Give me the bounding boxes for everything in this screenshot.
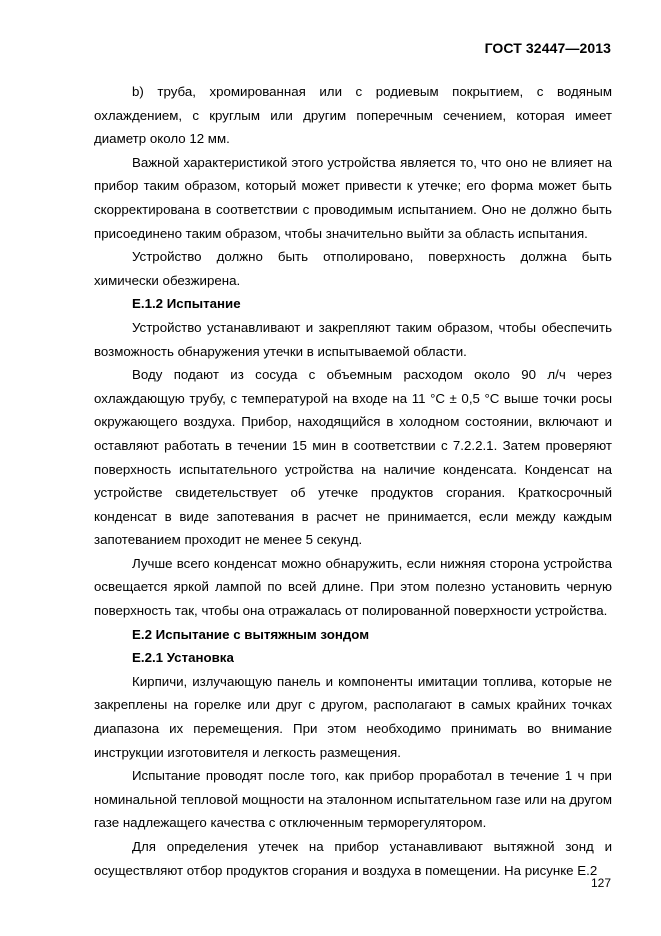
- paragraph-water-supply: Воду подают из сосуда с объемным расходом около 90 л/ч через охлаждающую трубу, с температурой на входе на 11 °С ± 0,5 °С выше точки росы окружающего воздуха. Прибор, находящийся в холодном состоянии, включают и оставляют работать в течении 15 мин в соответствии с 7.2.2.1. Затем проверяют поверхность испытательного устройства на наличие конденсата. Конденсат на устройстве свидетельствует об утечке продуктов сгорания. Краткосрочный конденсат в виде запотевания в расчет не принимается, если между каждым запотеванием проходит не менее 5 секунд.: [94, 367, 612, 548]
- paragraph-condensate-detection: Лучше всего конденсат можно обнаружить, если нижняя сторона устройства освещается яркой лампой по всей длине. При этом полезно установить черную поверхность так, чтобы она отражалась от полированной поверхности устройства.: [94, 555, 612, 619]
- paragraph-pipe-description: b) труба, хромированная или с родиевым покрытием, с водяным охлаждением, с круглым или другим поперечным сечением, которая имеет диаметр около 12 мм.: [94, 84, 612, 147]
- section-heading-e-1-2: Е.1.2 Испытание: [132, 296, 241, 312]
- page-number: 127: [590, 876, 611, 890]
- section-heading-e-2: Е.2 Испытание с вытяжным зондом: [132, 626, 370, 642]
- section-heading-e-2-1: Е.2.1 Установка: [132, 650, 234, 666]
- paragraph-test-conditions: Испытание проводят после того, как прибор проработал в течение 1 ч при номинальной тепловой мощности на эталонном испытательном газе или на другом газе надлежащего качества с отключенным терморегулятором.: [94, 768, 612, 831]
- paragraph-device-mounting: Устройство устанавливают и закрепляют таким образом, чтобы обеспечить возможность обнаружения утечки в испытываемой области.: [94, 319, 612, 359]
- paragraph-device-characteristics: Важной характеристикой этого устройства является то, что оно не влияет на прибор таким образом, который может привести к утечке; его форма может быть скорректирована в соответствии с проводимым испытанием. Оно не должно быть присоединено таким образом, чтобы значительно выйти за область испытания.: [94, 154, 612, 241]
- document-standard-number: ГОСТ 32447—2013: [484, 40, 611, 56]
- paragraph-bricks-placement: Кирпичи, излучающую панель и компоненты имитации топлива, которые не закреплены на горелке или друг с другом, располагают в самых крайних точках диапазона их перемещения. При этом необходимо принимать во внимание инструкции изготовителя и легкость размещения.: [94, 673, 612, 760]
- paragraph-device-polishing: Устройство должно быть отполировано, поверхность должна быть химически обезжирена.: [94, 249, 612, 288]
- paragraph-probe-installation: Для определения утечек на прибор устанавливают вытяжной зонд и осуществляют отбор продуктов сгорания и воздуха в помещении. На рисунке Е.2: [94, 839, 612, 878]
- document-body: [94, 80, 612, 882]
